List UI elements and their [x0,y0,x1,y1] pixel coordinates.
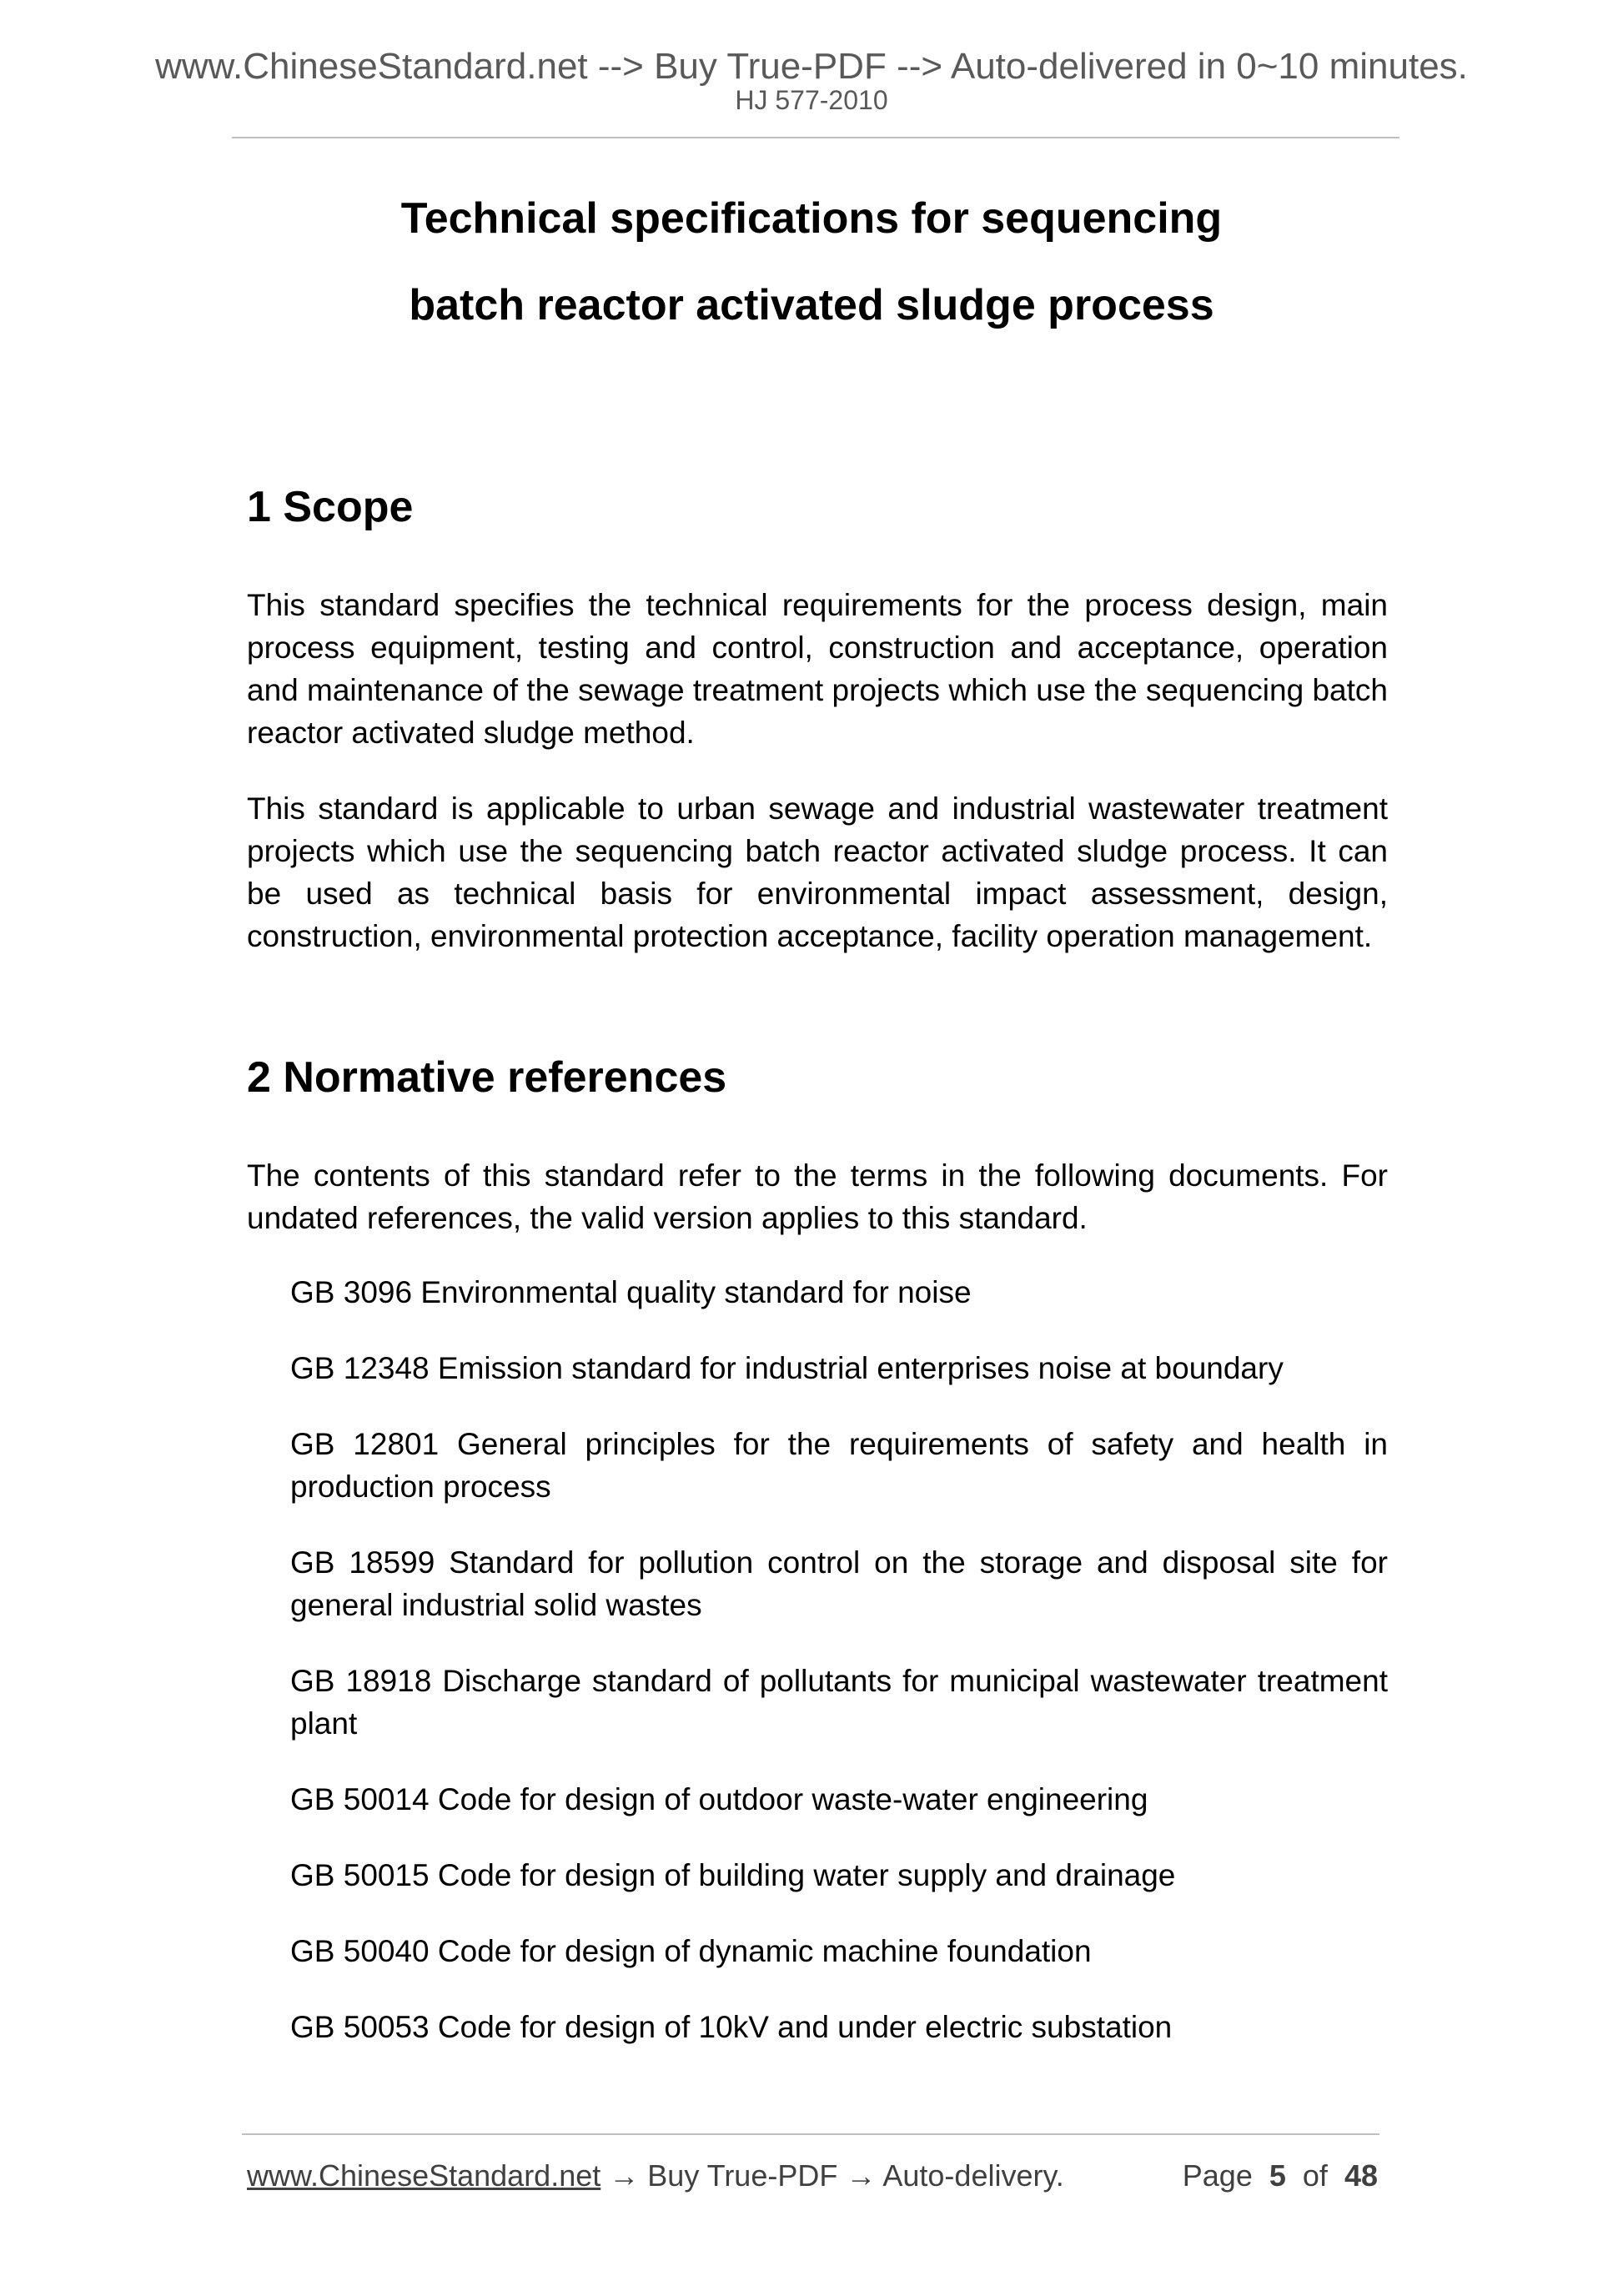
arrow-right-icon: → [609,2158,640,2193]
reference-item: GB 50040 Code for design of dynamic machine foundation [290,1934,1092,1968]
section-heading-scope: 1 Scope [247,483,414,531]
scope-paragraph-2: This standard is applicable to urban sewage and industrial wastewater treatment projects which use the sequencing batch reactor activated sludge process. It can be used as technical basis for environmental impact assessment, design, construction, environmental protection acceptance, facility operation management. [247,791,1388,953]
reference-item: GB 50053 Code for design of 10kV and under electric substation [290,2010,1173,2044]
document-code: HJ 577-2010 [735,85,888,115]
reference-item: GB 50014 Code for design of outdoor waste-water engineering [290,1782,1148,1816]
footer-divider [242,2133,1379,2135]
page-label: Page [1182,2158,1253,2193]
reference-item: GB 50015 Code for design of building water supply and drainage [290,1858,1176,1892]
reference-item: GB 3096 Environmental quality standard for noise [290,1275,972,1309]
reference-item: GB 12801 General principles for the requirements of safety and health in production process [290,1427,1388,1504]
footer-delivery-text: Auto-delivery. [882,2158,1064,2193]
page-indicator [1183,2157,1378,2195]
top-banner: www.ChineseStandard.net --> Buy True-PDF --> Auto-delivered in 0~10 minutes. [155,46,1468,87]
footer-site-link[interactable]: www.ChineseStandard.net [247,2158,601,2193]
page-total: 48 [1344,2158,1378,2193]
document-title-line-2: batch reactor activated sludge process [409,281,1214,329]
references-intro: The contents of this standard refer to the terms in the following documents. For undated references, the valid version applies to this standard. [247,1158,1388,1235]
page-of-label: of [1302,2158,1328,2193]
page-number: 5 [1269,2158,1286,2193]
arrow-right-icon: → [846,2158,877,2193]
header-divider [232,137,1399,138]
reference-item: GB 18918 Discharge standard of pollutants for municipal wastewater treatment plant [290,1664,1388,1741]
page-footer [247,2157,1378,2195]
section-heading-normative-references: 2 Normative references [247,1053,727,1102]
document-title-line-1: Technical specifications for sequencing [400,194,1223,243]
footer-buy-text: Buy True-PDF [647,2158,838,2193]
reference-item: GB 12348 Emission standard for industrial enterprises noise at boundary [290,1351,1284,1385]
reference-item: GB 18599 Standard for pollution control on the storage and disposal site for general industrial solid wastes [290,1545,1388,1622]
scope-paragraph-1: This standard specifies the technical requirements for the process design, main process equipment, testing and control, construction and acceptance, operation and maintenance of the sewage treatment projects which use the sequencing batch reactor activated sludge method. [247,588,1388,750]
